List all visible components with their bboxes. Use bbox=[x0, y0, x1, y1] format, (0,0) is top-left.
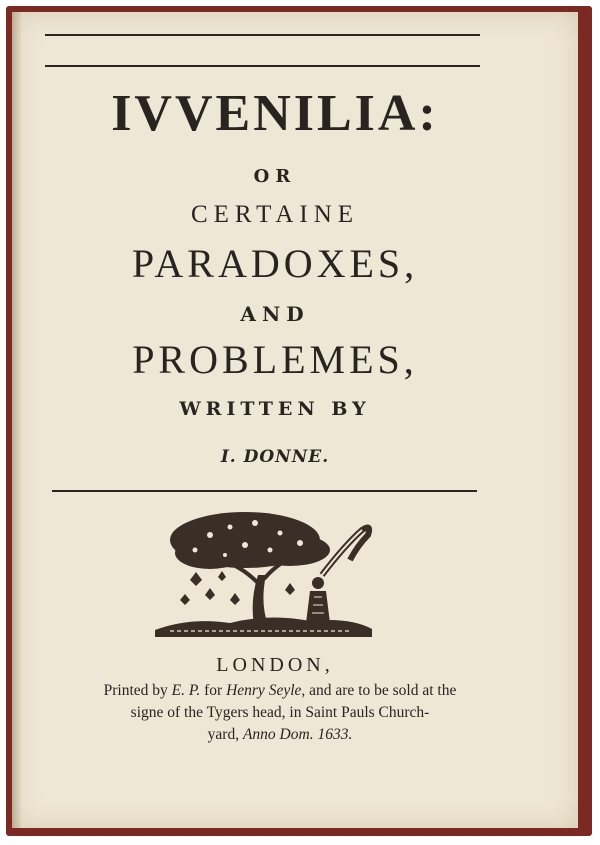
imprint-line-1 bbox=[30, 680, 530, 701]
imprint-line-2: signe of the Tygers head, in Saint Pauls Church- bbox=[130, 704, 430, 721]
page-gutter-shadow bbox=[12, 12, 22, 828]
title-or: OR bbox=[253, 166, 297, 187]
imprint-printed-by: Printed by bbox=[103, 682, 172, 699]
imprint-yard: yard, bbox=[207, 726, 243, 743]
title-paradoxes: PARADOXES, bbox=[131, 241, 419, 286]
top-rule-second bbox=[45, 65, 480, 67]
title-and: AND bbox=[240, 302, 310, 326]
book-title: IVVENILIA: bbox=[111, 85, 439, 142]
author-name: I. DONNE. bbox=[220, 447, 330, 467]
title-certaine: CERTAINE bbox=[190, 201, 360, 228]
top-rule bbox=[45, 34, 480, 36]
imprint-publisher: Henry Seyle bbox=[226, 682, 302, 699]
imprint-sold-at: , and are to be sold at the bbox=[301, 682, 457, 699]
title-problemes: PROBLEMES, bbox=[132, 337, 418, 382]
tree-woodcut-illustration bbox=[150, 505, 376, 645]
imprint-printer: E. P. bbox=[171, 682, 201, 699]
imprint-date: Anno Dom. 1633. bbox=[242, 726, 353, 743]
middle-rule bbox=[52, 490, 477, 492]
imprint-for: for bbox=[200, 682, 227, 699]
written-by: WRITTEN BY bbox=[179, 398, 371, 420]
imprint-city: LONDON, bbox=[216, 654, 334, 676]
imprint-line-3 bbox=[30, 724, 530, 745]
